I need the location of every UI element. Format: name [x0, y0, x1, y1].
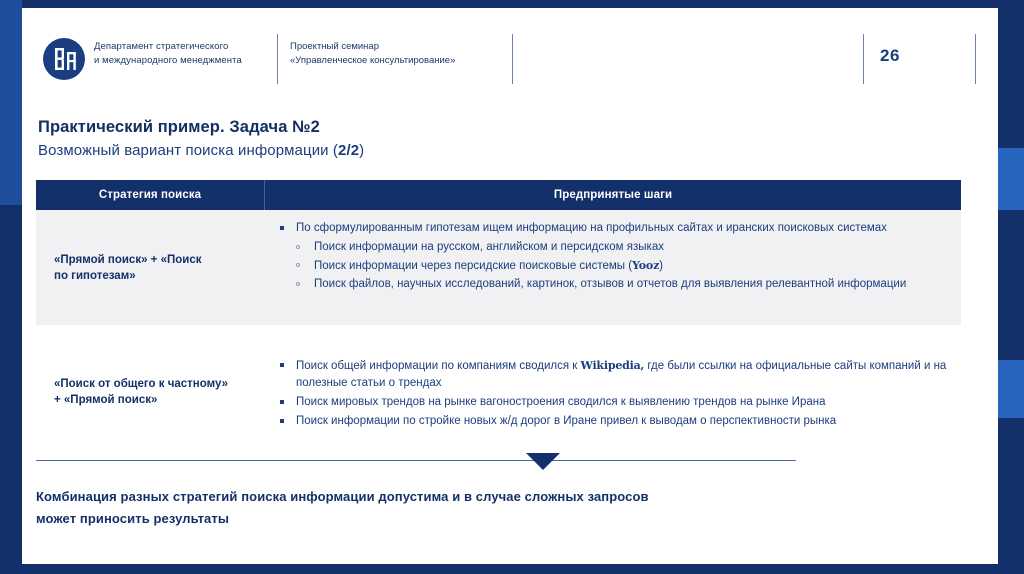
- header-divider-4: [975, 34, 976, 84]
- page-title: Практический пример. Задача №2: [38, 118, 320, 136]
- page-subtitle: [38, 142, 938, 159]
- subbullet-emphasis: Yooz: [632, 259, 660, 272]
- bullet-text: Поиск мировых трендов на рынке вагоностроения сводился к выявлению трендов на рынке Ирана: [296, 396, 826, 408]
- down-arrow-icon: [526, 453, 560, 470]
- conclusion-block: [36, 460, 961, 530]
- slide-canvas: [22, 8, 998, 564]
- slide-header: [22, 28, 998, 90]
- subtitle-prefix: Возможный вариант поиска информации (: [38, 142, 339, 159]
- frame-rail-right-1: [998, 0, 1024, 148]
- subbullet-text-after: ): [659, 260, 663, 272]
- cell-steps: [264, 347, 961, 437]
- subbullet-item: [276, 257, 951, 275]
- strategy-line-2: по гипотезам»: [54, 269, 136, 282]
- steps-subbullet-list: [276, 239, 951, 293]
- bullet-emphasis: Wikipedia,: [580, 359, 645, 372]
- conclusion-text: [36, 486, 776, 530]
- conclusion-line-1: Комбинация разных стратегий поиска информации допустима и в случае сложных запросов: [36, 489, 649, 504]
- title-block: [38, 118, 938, 159]
- department-name: [94, 40, 279, 68]
- table-row-spacer: [36, 325, 961, 347]
- frame-rail-right-4: [998, 360, 1024, 418]
- column-header-steps: Предпринятые шаги: [553, 189, 673, 201]
- seminar-name: [290, 40, 505, 68]
- subtitle-fraction: 2/2: [338, 142, 360, 159]
- subbullet-text: Поиск информации через персидские поисковые системы (: [314, 260, 633, 272]
- conclusion-divider: [36, 460, 796, 461]
- strategy-steps-table: [36, 180, 961, 437]
- bullet-text-after: где были ссылки на официальные сайты компаний и на полезные статьи о трендах: [296, 360, 947, 389]
- bullet-text: Поиск общей информации по компаниям сводился к: [296, 360, 581, 372]
- department-line-2: и международного менеджмента: [94, 55, 242, 66]
- cell-steps: [264, 210, 961, 325]
- header-divider-2: [512, 34, 513, 84]
- frame-rail-left-upper: [0, 0, 22, 205]
- cell-strategy: [36, 347, 264, 437]
- seminar-line-2: «Управленческое консультирование»: [290, 55, 456, 66]
- strategy-line-2: + «Прямой поиск»: [54, 394, 158, 406]
- frame-rail-bottom: [0, 564, 1024, 574]
- frame-rail-right-5: [998, 418, 1024, 574]
- table-row: [36, 210, 961, 325]
- bullet-text: Поиск информации по стройке новых ж/д дорог в Иране привел к выводам о перспективности рынка: [296, 415, 837, 427]
- header-divider-3: [863, 34, 864, 84]
- seminar-line-1: Проектный семинар: [290, 41, 379, 52]
- strategy-line-1: «Поиск от общего к частному»: [54, 378, 229, 390]
- cell-strategy: [36, 210, 264, 325]
- subtitle-suffix: ): [359, 142, 365, 159]
- strategy-line-1: «Прямой поиск» + «Поиск: [54, 253, 202, 266]
- column-header-strategy: Стратегия поиска: [98, 189, 202, 201]
- table-row: [36, 347, 961, 437]
- page-number: 26: [880, 46, 900, 65]
- bullet-item: [276, 413, 951, 430]
- bullet-item: [276, 357, 951, 392]
- steps-bullet-list: [276, 220, 951, 237]
- hse-monogram-icon: [42, 37, 86, 81]
- steps-bullet-list: [276, 357, 951, 430]
- frame-rail-left-lower: [0, 205, 22, 574]
- bullet-item: По сформулированным гипотезам ищем информацию на профильных сайтах и иранских поисковых системах: [276, 220, 951, 237]
- bullet-item: [276, 394, 951, 411]
- header-divider-1: [277, 34, 278, 84]
- subbullet-item: [276, 276, 951, 293]
- table-header-row: [36, 180, 961, 210]
- frame-rail-top: [0, 0, 1024, 8]
- frame-rail-right-2: [998, 148, 1024, 210]
- department-line-1: Департамент стратегического: [94, 41, 229, 52]
- frame-rail-right-3: [998, 210, 1024, 360]
- subbullet-text: Поиск файлов, научных исследований, картинок, отзывов и отчетов для выявления релевантной информации: [314, 278, 907, 290]
- subbullet-item: [276, 239, 951, 256]
- subbullet-text: Поиск информации на русском, английском и персидском языках: [314, 241, 664, 253]
- conclusion-line-2: может приносить результаты: [36, 511, 230, 526]
